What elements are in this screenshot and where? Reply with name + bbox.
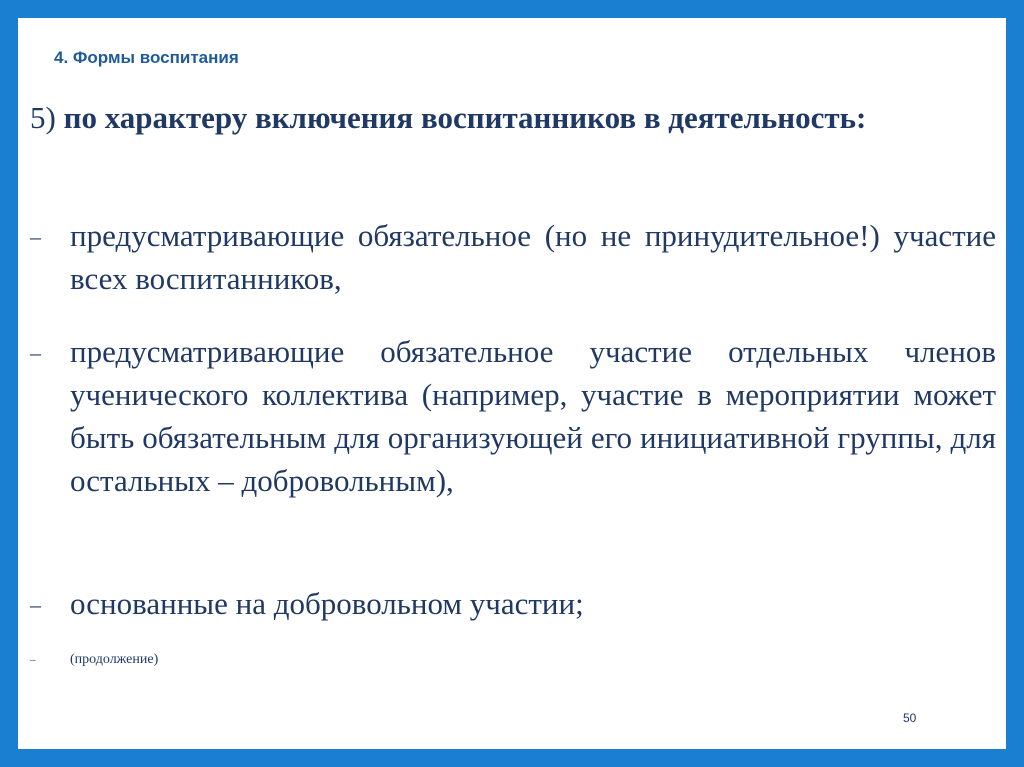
list-item [30,582,996,625]
list-item-text: основанные на добровольном участии; [70,586,584,621]
section-heading [30,96,996,139]
list-item-text: предусматривающие обязательное (но не принудительное!) участие всех воспитанников, [70,218,996,296]
list-item [30,330,996,502]
slide [18,18,1006,749]
list-dash: – [30,592,41,617]
slide-header: 4. Формы воспитания [54,48,239,67]
list-dash: – [30,654,36,666]
page-number: 50 [903,711,917,725]
list-item [30,214,996,300]
heading-text: по характеру включения воспитанников в деятельность: [63,100,867,135]
list-item-text: (продолжение) [70,652,159,667]
heading-number: 5) [30,100,56,135]
list-item-text: предусматривающие обязательное участие отдельных членов ученического коллектива (например, участие в мероприятии может быть обязательным для организующей его инициативной группы, для остальных – добровольным), [70,334,996,498]
list-dash: – [30,340,41,365]
list-item [30,650,996,670]
list-dash: – [30,224,41,249]
